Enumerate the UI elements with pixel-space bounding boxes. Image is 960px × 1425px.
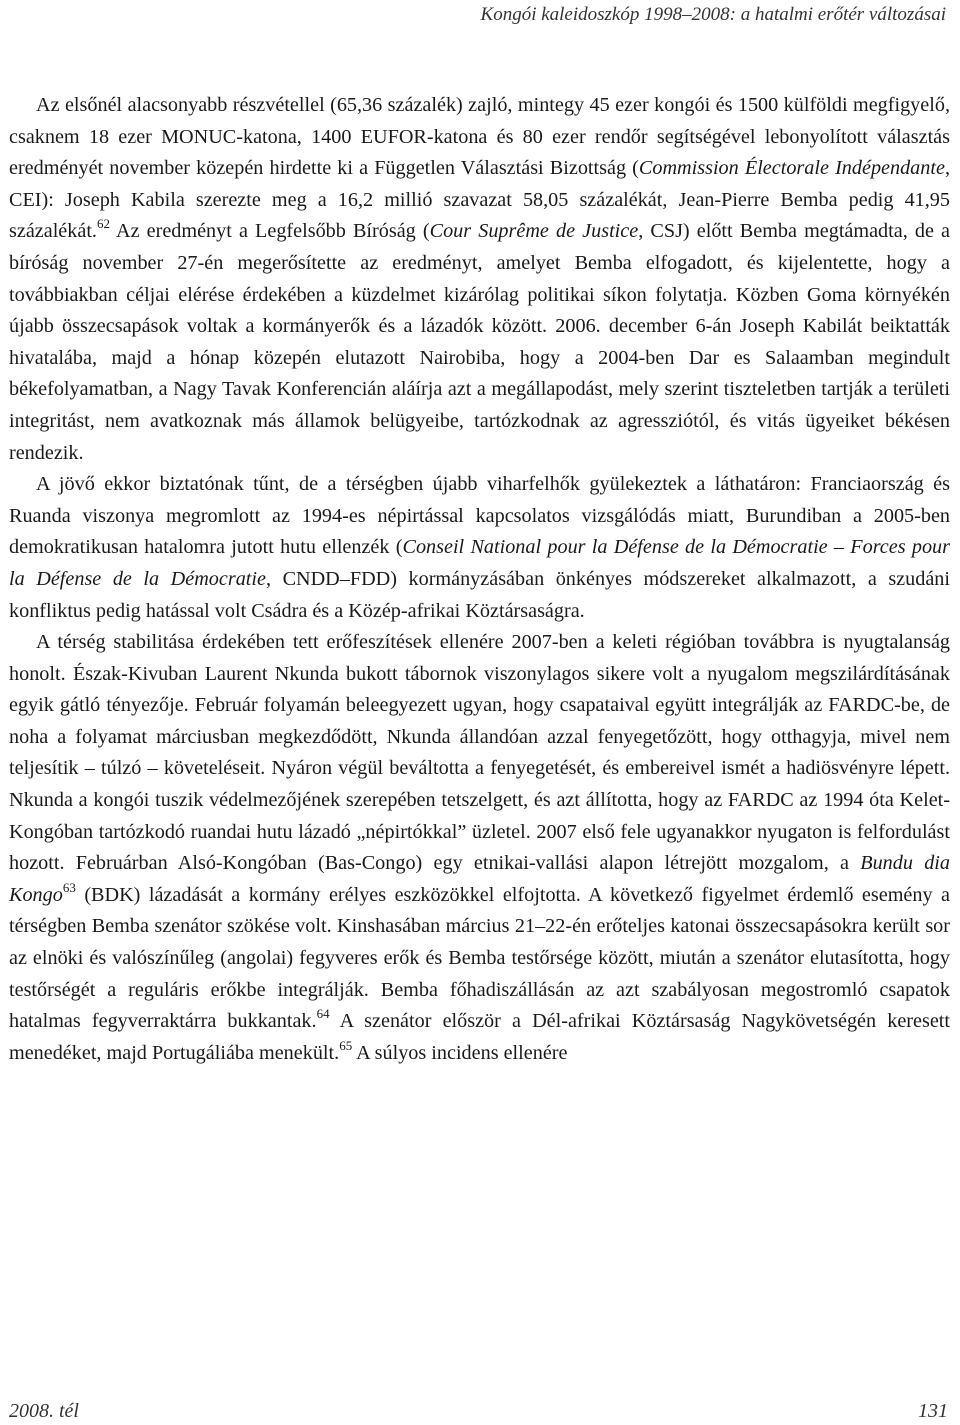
text-run: , CSJ) előtt Bemba megtámadta, de a bíróság november 27-én megerősítette az eredményt, amelyet Bemba elfogadott, és kijelentette, hogy a továbbiakban céljai elérése érdekében a küzdelmet kizárólag politikai síkon folytatja. Közben Goma környékén újabb összecsapások voltak a kormányerők és a lázadók között. 2006. december 6-án Joseph Kabilát beiktatták hivatalába, majd a hónap közepén elutazott Nairobiba, hogy a 2004-ben Dar es Salaamban megindult békefolyamatban, a Nagy Tavak Konferencián aláírja azt a megállapodást, mely szerint tiszteletben tartják a területi integritást, nem avatkoznak más államok belügyeibe, tartózkodnak az agressziótól, és vitás ügyeiket békésen rendezik. [9,220,951,464]
text-run: Az elsőnél alacsonyabb részvétellel (65,36 százalék) zajló, mintegy 45 ezer kongói és 1500 külföldi megfigyelő, csaknem 18 ezer MONUC-katona, 1400 EUFOR-katona és 80 ezer rendőr segítségével lebonyolított választás eredményét november közepén hirdette ki a Független Választási Bizottság ( [9,94,950,180]
italic-term: Cour Suprême de Justice [429,220,639,243]
page-number: 131 [918,1400,948,1422]
paragraph-3 [9,627,950,1069]
text-run: Az eredményt a Legfelsőbb Bíróság ( [109,220,430,243]
italic-term: Commission Électorale Indépendante [638,157,945,180]
text-run: (BDK) lázadását a kormány erélyes eszközökkel elfojtotta. A következő figyelmet érdemlő esemény a térségben Bemba szenátor szökése volt. Kinshasában március 21–22-én erőteljes katonai összecsapásokra került sor az elnöki és valószínűleg (angolai) fegyveres erők és Bemba testőrsége között, miután a szenátor elutasította, hogy testőrségét a reguláris erőkbe integrálják. Bemba főhadiszállásán az azt szabályosan megostromló csapatok hatalmas fegyverraktárra bukkantak. [9,883,950,1033]
text-run: A súlyos incidens ellenére [352,1041,568,1064]
footnote-ref: 63 [62,879,76,895]
text-run: A szenátor először a Dél-afrikai Köztársaság Nagykövetségén keresett menedéket, majd Portugáliába menekült. [9,1010,950,1064]
body-text [9,90,950,1069]
paragraph-2 [9,469,950,627]
footnote-ref: 65 [339,1037,353,1053]
text-run: A térség stabilitása érdekében tett erőfeszítések ellenére 2007-ben a keleti régióban továbbra is nyugtalanság honolt. Észak-Kivuban Laurent Nkunda bukott tábornok viszonylagos sikere volt a nyugalom megszilárdításának egyik gátló tényezője. Február folyamán beleegyezett ugyan, hogy csapataival együtt integrálják az FARDC-be, de noha a folyamat márciusban megkezdődött, Nkunda állandóan azzal fenyegetőzött, hogy otthagyja, mivel nem teljesítik – túlzó – követeléseit. Nyáron végül beváltotta a fenyegetését, és embereivel ismét a hadiösvényre lépett. Nkunda a kongói tuszik védelmezőjének szerepében tetszelgett, és azt állította, hogy az FARDC az 1994 óta Kelet-Kongóban tartózkodó ruandai hutu lázadó „népirtókkal” üzletel. 2007 első fele ugyanakkor nyugaton is felfordulást hozott. Februárban Alsó-Kongóban (Bas-Congo) egy etnikai-vallási alapon létrejött mozgalom, a [9,631,950,875]
running-head: Kongói kaleidoszkóp 1998–2008: a hatalmi erőtér változásai [480,4,946,25]
text-run: , CEI): Joseph Kabila szerezte meg a 16,2 millió szavazat 58,05 százalékát, Jean-Pierre Bemba pedig 41,95 százalékát. [9,157,950,243]
footnote-ref: 64 [316,1006,330,1022]
footnote-ref: 62 [96,216,110,232]
text-run: A jövő ekkor biztatónak tűnt, de a térségben újabb viharfelhők gyülekeztek a láthatáron: Franciaország és Ruanda viszonya megromlott az 1994-es népirtással kapcsolatos vizsgálódás miatt, Burundiban a 2005-ben demokratikusan hatalomra jutott hutu ellenzék ( [9,473,950,559]
text-run: , CNDD–FDD) kormányzásában önkényes módszereket alkalmazott, a szudáni konfliktus pedig hatással volt Csádra és a Közép-afrikai Köztársaságra. [9,567,950,622]
footer-issue: 2008. tél [9,1400,79,1422]
paragraph-1 [9,90,950,469]
italic-term: Conseil National pour la Défense de la Démocratie – Forces pour la Défense de la Démocratie [9,536,950,590]
italic-term: Bundu dia Kongo [9,852,950,906]
